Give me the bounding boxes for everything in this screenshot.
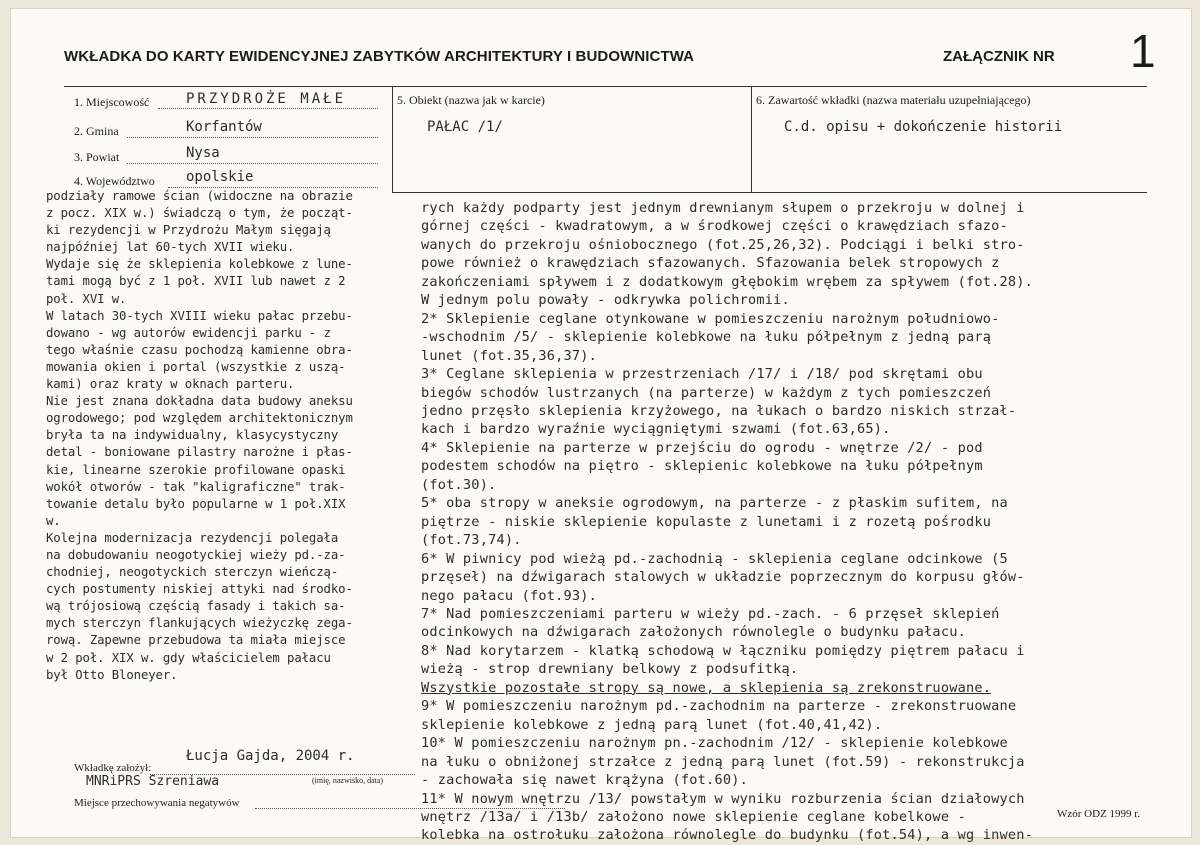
- right-column-line: piętrze - niskie sklepienie kopulaste z lunetami i z rozetą pośrodku: [421, 513, 992, 530]
- right-column-line: 11* W nowym wnętrzu /13/ powstałym w wyniku rozburzenia ścian działowych: [421, 790, 1025, 807]
- content-box-value: C.d. opisu + dokończenie historii: [784, 119, 1063, 135]
- right-column-line: -wschodnim /5/ - sklepienie kolebkowe na łuku półpełnym z jedną parą: [421, 329, 992, 346]
- left-column-line: tami mogą być z 1 poł. XVII lub nawet z 2: [46, 274, 346, 289]
- miejscowosc-label: 1. Miejscowość: [74, 95, 150, 109]
- right-column-line: 4* Sklepienie na parterze w przejściu do ogrodu - wnętrze /2/ - pod: [421, 439, 983, 456]
- right-column-line: wnętrz /13a/ i /13b/ założono nowe sklepienie ceglane kobelkowe -: [421, 808, 966, 825]
- miejscowosc-value: PRZYDROŻE MAŁE: [186, 91, 347, 107]
- right-column-line: 5* oba stropy w aneksie ogrodowym, na parterze - z płaskim sufitem, na: [421, 495, 1008, 512]
- left-column-line: Wydaje się że sklepienia kolebkowe z lune-: [46, 257, 353, 272]
- right-column-line: przęseł) na dźwigarach stalowych w układzie poprzecznym do korpusu głów-: [421, 569, 1025, 586]
- powiat-line: [127, 163, 378, 164]
- founded-label: Wkładkę założył:: [74, 762, 152, 774]
- left-column-text: [46, 188, 406, 684]
- gmina-label: 2. Gmina: [74, 124, 119, 138]
- wojewodztwo-label: 4. Województwo: [74, 174, 155, 188]
- left-column-line: mowania okien i portal (wszystkie z uszą-: [46, 359, 346, 374]
- header-top-rule: [64, 86, 1147, 87]
- right-column-line: na łuku o obniżonej strzałce z jedną parą lunet (fot.59) - rekonstrukcja: [421, 753, 1025, 770]
- right-column-line: (fot.73,74).: [421, 532, 522, 549]
- right-column-line: odcinkowych na dźwigarach założonych równolegle o budynku pałacu.: [421, 624, 966, 641]
- right-column-line: 10* W pomieszczeniu narożnym pn.-zachodnim /12/ - sklepienie kolebkowe: [421, 735, 1008, 752]
- document-title: WKŁADKA DO KARTY EWIDENCYJNEJ ZABYTKÓW ARCHITEKTURY I BUDOWNICTWA: [64, 48, 695, 65]
- header-bottom-rule: [392, 192, 1147, 193]
- right-column-line: - zachowała się nawet krążyna (fot.60).: [421, 772, 748, 789]
- annex-number: 1: [1130, 25, 1156, 77]
- left-column-line: dowano - wg autorów ewidencji parku - z: [46, 325, 331, 340]
- left-column-line: na dobudowaniu neogotyckiej wieży pd.-za-: [46, 547, 346, 562]
- powiat-label: 3. Powiat: [74, 150, 120, 164]
- left-column-line: tego właśnie czasu pochodzą kamienne obra-: [46, 342, 353, 357]
- founded-value: Łucja Gajda, 2004 r.: [186, 748, 355, 764]
- left-column-line: kie, linearne szerokie profilowane opaski: [46, 462, 346, 477]
- annex-label: ZAŁĄCZNIK NR: [943, 48, 1055, 65]
- left-column-line: W latach 30-tych XVIII wieku pałac przebu-: [46, 308, 353, 323]
- wojewodztwo-value: opolskie: [186, 169, 254, 185]
- right-column-line: 6* W piwnicy pod wieżą pd.-zachodnią - sklepienia ceglane odcinkowe (5: [421, 550, 1008, 567]
- name-hint: (imię, nazwisko, data): [312, 776, 384, 785]
- right-column-line: podestem schodów na piętro - sklepienic kolebkowe na łuku półpełnym: [421, 458, 983, 475]
- left-column-line: był Otto Bloneyer.: [46, 667, 178, 682]
- right-column-line: W jednym polu powały - odkrywka polichromii.: [421, 292, 790, 309]
- gmina-value: Korfantów: [186, 119, 262, 135]
- left-column-line: z pocz. XIX w.) świadczą o tym, że począt-: [46, 206, 353, 221]
- right-column-line: górnej części - kwadratowym, a w środkowej części o krawędziach sfazo-: [421, 218, 1008, 235]
- left-column-line: w 2 poł. XIX w. gdy właścicielem pałacu: [46, 650, 331, 665]
- left-column-line: ki rezydencji w Przydrożu Małym sięgają: [46, 223, 331, 238]
- right-column-line: 2* Sklepienie ceglane otynkowane w pomieszczeniu narożnym południowo-: [421, 310, 1000, 327]
- right-column-line: kolebka na ostrołuku założona równolegle do budynku (fot.54), a wg inwen-: [421, 827, 1034, 844]
- object-box-label: 5. Obiekt (nazwa jak w karcie): [397, 93, 545, 107]
- right-column-text: [421, 199, 1167, 845]
- left-column-line: poł. XVI w.: [46, 291, 127, 306]
- right-column-line: kach i bardzo wyraźnie wyciągniętymi szwami (fot.63,65).: [421, 421, 891, 438]
- right-column-line: nego pałacu (fot.93).: [421, 587, 598, 604]
- object-box-value: PAŁAC /1/: [427, 119, 503, 135]
- powiat-value: Nysa: [186, 145, 220, 161]
- right-column-line: 3* Ceglane sklepienia w przestrzeniach /17/ i /18/ pod skrętami obu: [421, 366, 983, 383]
- right-column-line: wanych do przekroju ośniobocznego (fot.25,26,32). Podciągi i belki stro-: [421, 236, 1025, 253]
- negatives-label: Miejsce przechowywania negatywów: [74, 797, 240, 809]
- right-column-line: zakończeniami spływem i z dodatkowym głębokim wrębem za spływem (fot.28).: [421, 273, 1034, 290]
- left-column-line: wą trójosiową częścią fasady i takich sa-: [46, 599, 346, 614]
- right-column-line: sklepienie kolebkowe z jedną parą lunet (fot.40,41,42).: [421, 716, 883, 733]
- left-column-line: chodniej, neogotyckich sterczyn wieńczą-: [46, 565, 339, 580]
- template-label: Wzór ODZ 1999 r.: [1057, 808, 1141, 820]
- left-column-line: wokół otworów - tak "kaligraficzne" trak-: [46, 479, 346, 494]
- left-column-line: podziały ramowe ścian (widoczne na obrazie: [46, 189, 353, 203]
- right-column-line: lunet (fot.35,36,37).: [421, 347, 598, 364]
- left-column-line: Kolejna modernizacja rezydencji polegała: [46, 530, 339, 545]
- right-column-line: 8* Nad korytarzem - klatką schodową w łączniku pomiędzy piętrem pałacu i: [421, 642, 1025, 659]
- right-column-line: wieżą - strop drewniany belkowy z podsufitką.: [421, 661, 799, 678]
- left-column-line: cych postumenty niskiej attyki nad środko-: [46, 582, 353, 597]
- left-column-line: rową. Zapewne przebudowa ta miała miejsce: [46, 633, 346, 648]
- right-column-line: biegów schodów lustrzanych (na parterze) w każdym z tych pomieszczeń: [421, 384, 992, 401]
- institution-value: MNRiPRS Szreniawa: [86, 774, 220, 789]
- left-column-line: ogrodowego; pod względem architektonicznym: [46, 411, 353, 426]
- box-divider-right: [751, 86, 752, 193]
- right-column-line: jedno przęsło sklepienia krzyżowego, na łukach o bardzo niskich strzał-: [421, 402, 1017, 419]
- miejscowosc-line: [158, 108, 378, 109]
- left-column-line: kami) oraz kraty w oknach parteru.: [46, 377, 295, 392]
- right-column-line: rych każdy podparty jest jednym drewnianym słupem o przekroju w dolnej i: [421, 200, 1025, 216]
- right-column-line: (fot.30).: [421, 476, 497, 493]
- right-column-line: 7* Nad pomieszczeniami parteru w wieży pd.-zach. - 6 przęseł sklepień: [421, 605, 1000, 622]
- left-column-line: najpóźniej lat 60-tych XVII wieku.: [46, 240, 295, 255]
- box-divider-left: [392, 86, 393, 193]
- negatives-line: [255, 808, 565, 809]
- right-column-line: 9* W pomieszczeniu narożnym pd.-zachodnim na parterze - zrekonstruowane: [421, 698, 1017, 715]
- right-column-line: powe również o krawędziach sfazowanych. Sfazowania belek stropowych z: [421, 255, 1000, 272]
- content-box-label: 6. Zawartość wkładki (nazwa materiału uzupełniającego): [756, 93, 1031, 107]
- left-column-line: bryła ta na indywidualny, klasycystyczny: [46, 428, 339, 443]
- gmina-line: [127, 137, 378, 138]
- left-column-line: w.: [46, 513, 61, 528]
- left-column-line: towanie detalu było popularne w 1 poł.XIX: [46, 496, 346, 511]
- left-column-line: detal - boniowane pilastry narożne i płas-: [46, 445, 353, 460]
- left-column-line: mych sterczyn flankujących wieżyczkę zega-: [46, 616, 353, 631]
- left-column-line: Nie jest znana dokładna data budowy aneksu: [46, 394, 353, 409]
- right-column-line: Wszystkie pozostałe stropy są nowe, a sklepienia są zrekonstruowane.: [421, 679, 992, 696]
